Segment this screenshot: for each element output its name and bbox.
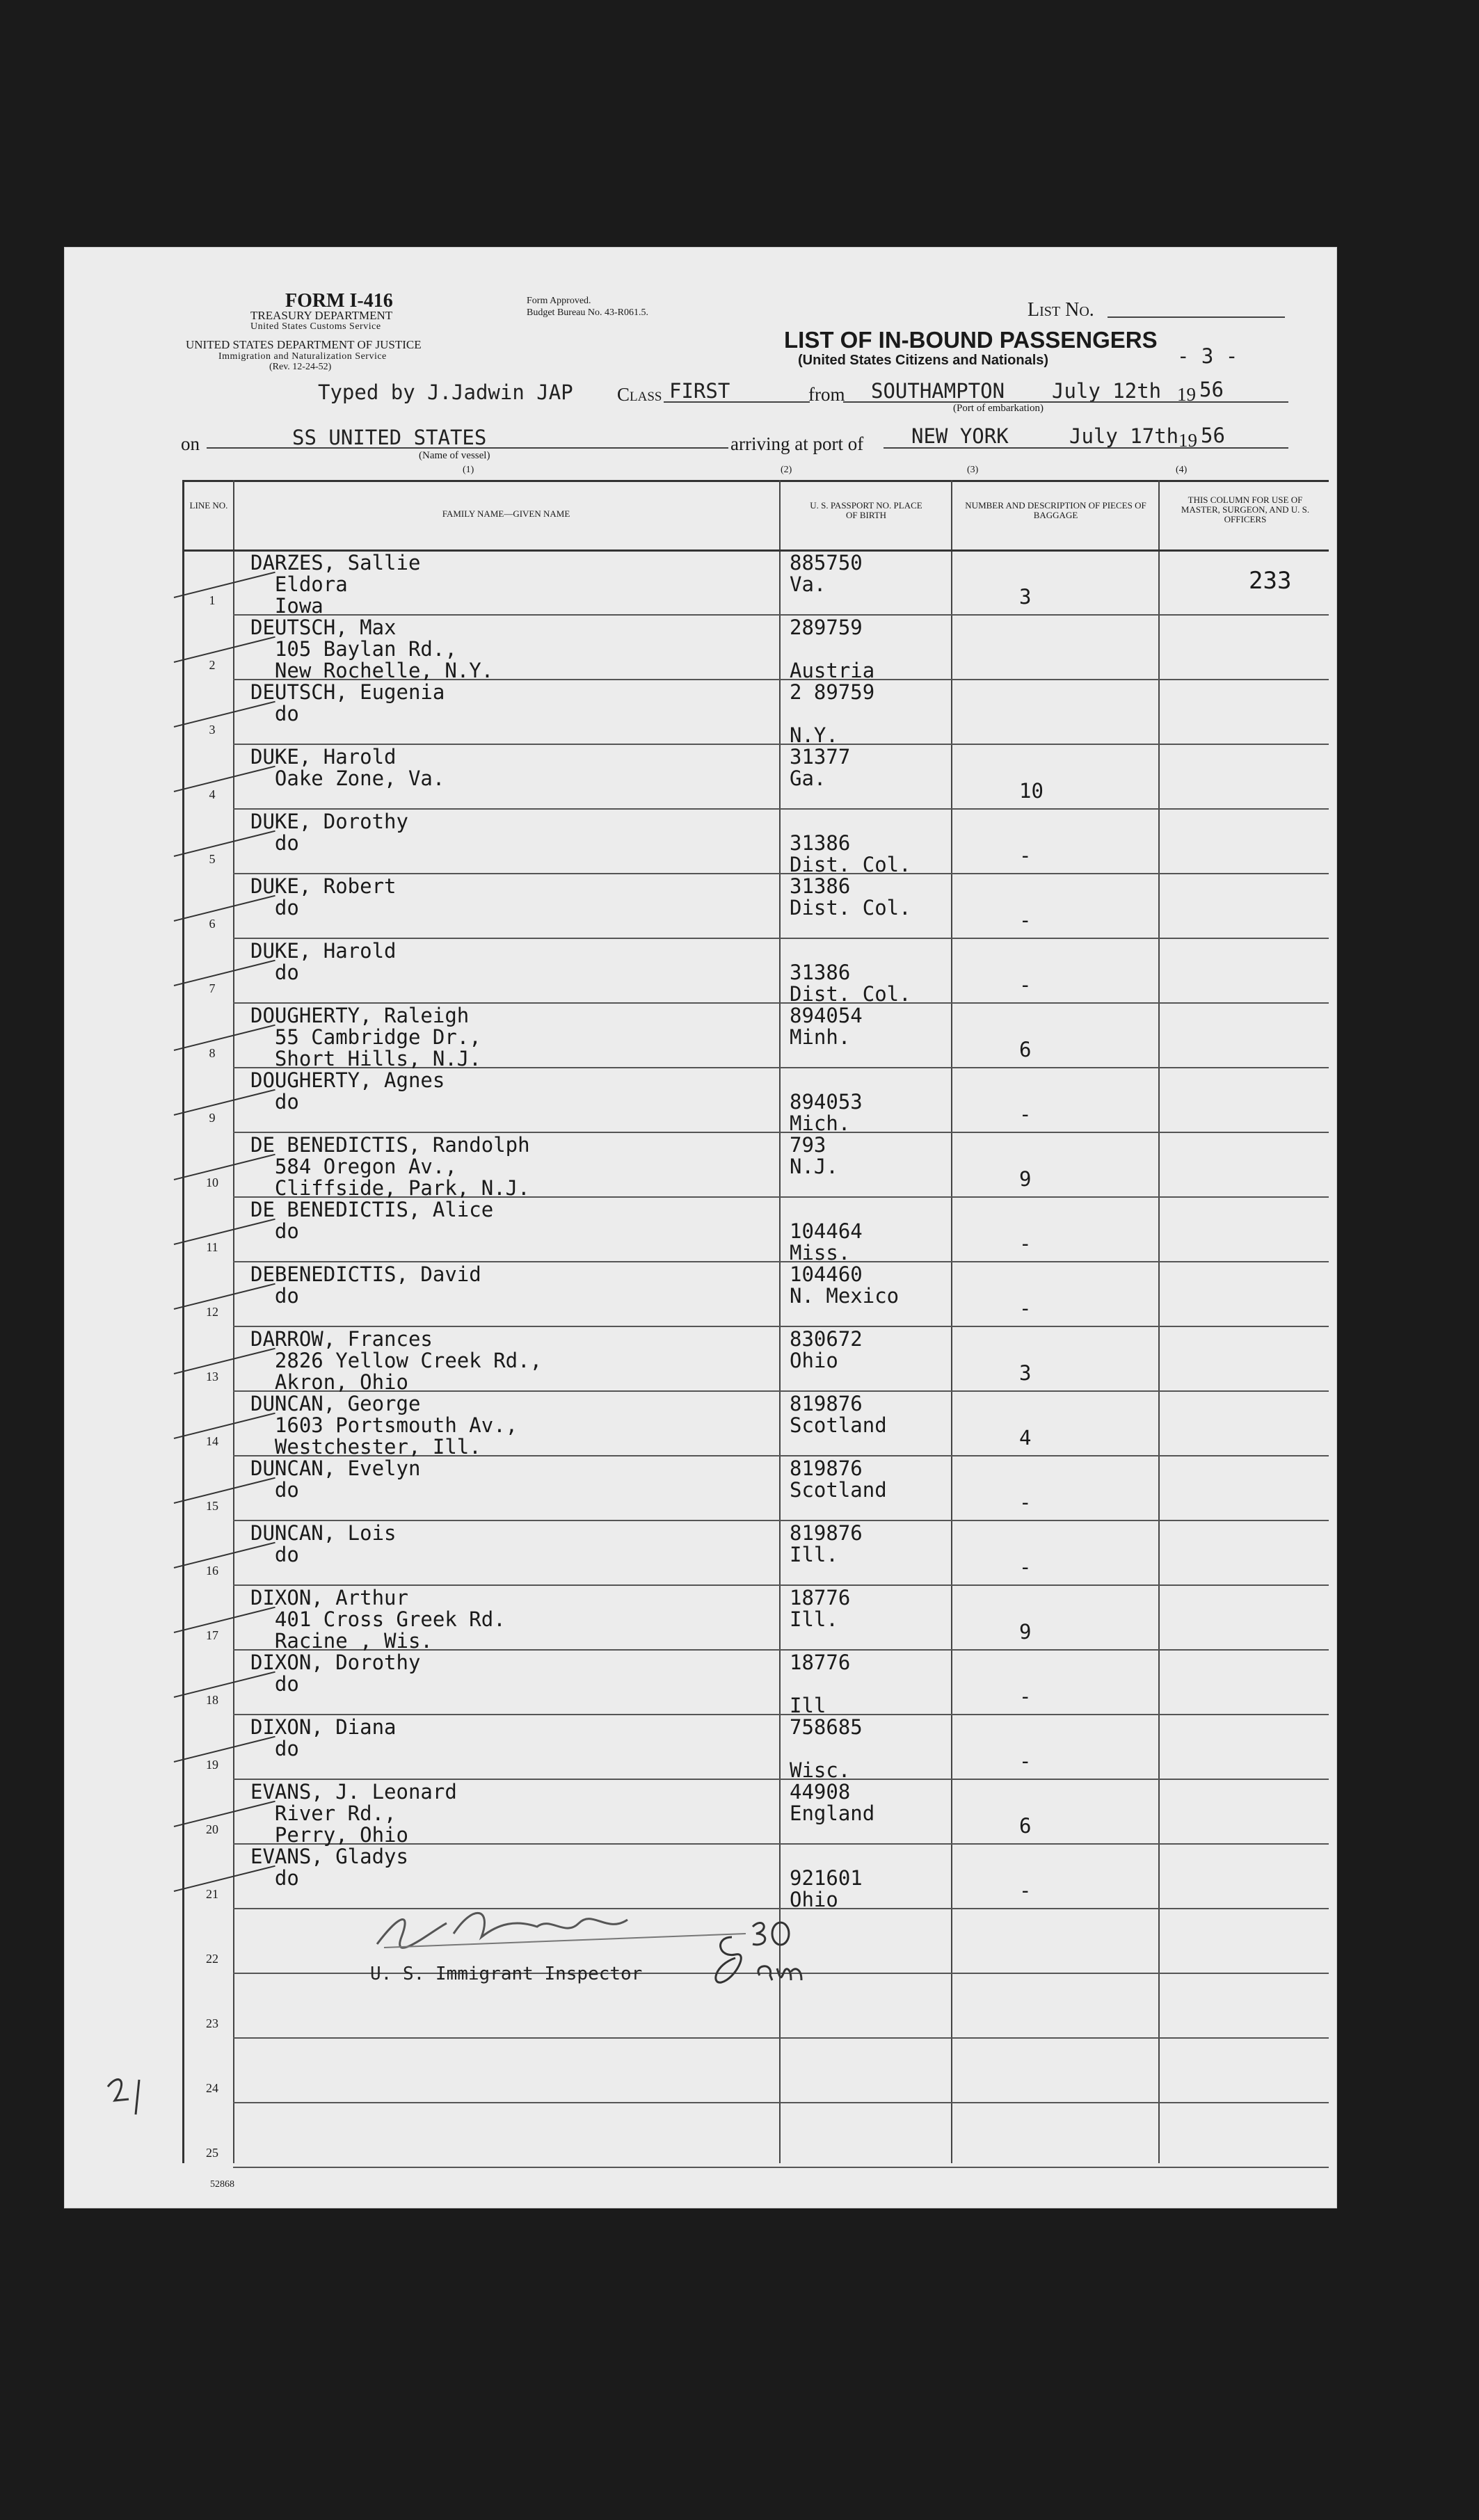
baggage-count: - <box>1019 1749 1032 1773</box>
baggage-count: - <box>1019 1491 1032 1514</box>
footer-code: 52868 <box>210 2179 234 2190</box>
passenger-name: DEUTSCH, Max 105 Baylan Rd., New Rochelle, N.Y. <box>250 616 494 682</box>
line-number: 20 <box>206 1822 218 1836</box>
passenger-name: DUKE, Dorothy do <box>250 810 408 855</box>
passenger-name: DARZES, Sallie Eldora Iowa <box>250 551 421 618</box>
line-number: 9 <box>209 1111 216 1125</box>
budget-bureau: Budget Bureau No. 43-R061.5. <box>527 307 648 318</box>
baggage-count: 3 <box>1019 1361 1032 1385</box>
arrival-port: NEW YORK <box>911 424 1009 448</box>
passport-birthplace: 44908 England <box>790 1780 875 1825</box>
passenger-name: DIXON, Diana do <box>250 1715 397 1760</box>
line-number: 1 <box>209 593 216 607</box>
passport-birthplace: 104460 N. Mexico <box>790 1262 900 1308</box>
ins-service: Immigration and Naturalization Service <box>218 351 387 362</box>
officer-note: 233 <box>1249 567 1292 595</box>
line-number: 17 <box>206 1628 218 1642</box>
passport-birthplace: 31386 Dist. Col. <box>790 961 911 1006</box>
port-embarkation-label: (Port of embarkation) <box>953 403 1044 414</box>
baggage-count: - <box>1019 1879 1032 1902</box>
line-number: 3 <box>209 723 216 737</box>
passenger-name: DOUGHERTY, Raleigh 55 Cambridge Dr., Short Hills, N.J. <box>250 1004 481 1070</box>
from-port: SOUTHAMPTON <box>871 379 1005 403</box>
on-label: on <box>181 433 200 454</box>
passenger-name: DE BENEDICTIS, Alice do <box>250 1198 494 1243</box>
passenger-name: DEUTSCH, Eugenia do <box>250 680 445 725</box>
passenger-name: DUKE, Harold do <box>250 939 397 984</box>
header-officers: THIS COLUMN FOR USE OF MASTER, SURGEON, AND U. S. OFFICERS <box>1181 495 1310 524</box>
baggage-count: - <box>1019 1555 1032 1579</box>
passenger-name: DUNCAN, Evelyn do <box>250 1456 421 1502</box>
passport-birthplace: 793 N.J. <box>790 1133 838 1178</box>
form-subtitle: (United States Citizens and Nationals) <box>798 353 1049 368</box>
baggage-count: - <box>1019 973 1032 997</box>
baggage-count: 3 <box>1019 585 1032 609</box>
passport-birthplace: 2 89759 N.Y. <box>790 680 875 747</box>
line-number: 21 <box>206 1887 218 1901</box>
passport-birthplace: 31386 Dist. Col. <box>790 831 911 876</box>
col3-number: (3) <box>967 465 979 475</box>
inspector-title: U. S. Immigrant Inspector <box>370 1964 643 1984</box>
line-number: 22 <box>206 1952 218 1966</box>
baggage-count: 9 <box>1019 1167 1032 1191</box>
passport-birthplace: 31386 Dist. Col. <box>790 874 911 920</box>
department: TREASURY DEPARTMENT <box>250 309 393 322</box>
time-note <box>711 1916 822 1996</box>
form-number: FORM I-416 <box>285 290 393 312</box>
passport-birthplace: 921601 Ohio <box>790 1866 863 1911</box>
from-label: from <box>808 384 845 405</box>
passport-birthplace: 18776 Ill <box>790 1651 851 1717</box>
baggage-count: - <box>1019 1232 1032 1255</box>
passenger-name: DUNCAN, George 1603 Portsmouth Av., Westchester, Ill. <box>250 1392 518 1459</box>
baggage-count: 10 <box>1019 779 1044 803</box>
passenger-name: DUKE, Robert do <box>250 874 397 920</box>
line-number: 8 <box>209 1046 216 1060</box>
passenger-name: EVANS, J. Leonard River Rd., Perry, Ohio <box>250 1780 457 1847</box>
passenger-name: DEBENEDICTIS, David do <box>250 1262 481 1308</box>
passport-birthplace: 819876 Ill. <box>790 1521 863 1566</box>
col2-number: (2) <box>781 465 792 475</box>
margin-note <box>104 2073 160 2124</box>
header-baggage: NUMBER AND DESCRIPTION OF PIECES OF BAGGAGE <box>965 500 1146 520</box>
passport-birthplace: 819876 Scotland <box>790 1456 887 1502</box>
revision: (Rev. 12-24-52) <box>269 362 332 372</box>
header-passport: U. S. PASSPORT NO. PLACE OF BIRTH <box>810 500 922 520</box>
line-number: 19 <box>206 1758 218 1772</box>
arriving-label: arriving at port of <box>730 433 864 454</box>
baggage-count: - <box>1019 844 1032 867</box>
inspector-signature <box>370 1895 760 1961</box>
passenger-name: DOUGHERTY, Agnes do <box>250 1068 445 1114</box>
line-number: 2 <box>209 658 216 672</box>
arrival-year: 56 <box>1201 424 1225 447</box>
passenger-name: DUKE, Harold Oake Zone, Va. <box>250 745 445 790</box>
page-number: - 3 - <box>1177 344 1238 368</box>
line-number: 12 <box>206 1305 218 1319</box>
customs-service: United States Customs Service <box>250 321 381 332</box>
typed-by: Typed by J.Jadwin JAP <box>318 380 573 404</box>
passport-birthplace: 819876 Scotland <box>790 1392 887 1437</box>
passenger-name: DARROW, Frances 2826 Yellow Creek Rd., Akron, Ohio <box>250 1327 543 1394</box>
passport-birthplace: 289759 Austria <box>790 616 875 682</box>
line-number: 10 <box>206 1175 218 1189</box>
line-number: 15 <box>206 1499 218 1513</box>
line-number: 11 <box>206 1240 218 1254</box>
line-number: 14 <box>206 1434 218 1448</box>
passenger-list-form <box>64 247 1337 2208</box>
passenger-name: DIXON, Dorothy do <box>250 1651 421 1696</box>
header-name: FAMILY NAME—GIVEN NAME <box>442 508 570 519</box>
passenger-name: DE BENEDICTIS, Randolph 584 Oregon Av., Cliffside, Park, N.J. <box>250 1133 530 1200</box>
baggage-count: 9 <box>1019 1620 1032 1644</box>
line-number: 18 <box>206 1693 218 1707</box>
passport-birthplace: 104464 Miss. <box>790 1219 863 1265</box>
vessel-name: SS UNITED STATES <box>292 426 487 449</box>
passport-birthplace: 894054 Minh. <box>790 1004 863 1049</box>
form-approved: Form Approved. <box>527 296 591 306</box>
list-no-label: List No. <box>1028 299 1094 321</box>
col4-number: (4) <box>1176 465 1188 475</box>
passport-birthplace: 18776 Ill. <box>790 1586 851 1631</box>
passport-birthplace: 894053 Mich. <box>790 1090 863 1135</box>
header-line-no: LINE NO. <box>189 500 228 511</box>
line-number: 6 <box>209 917 216 931</box>
col1-number: (1) <box>463 465 474 475</box>
baggage-count: 4 <box>1019 1426 1032 1450</box>
form-title: LIST OF IN-BOUND PASSENGERS <box>784 327 1158 353</box>
passport-birthplace: 885750 Va. <box>790 551 863 596</box>
baggage-count: - <box>1019 908 1032 932</box>
line-number: 13 <box>206 1370 218 1383</box>
passenger-name: DUNCAN, Lois do <box>250 1521 397 1566</box>
arrival-year-prefix: 19 <box>1178 430 1197 451</box>
departure-date: July 12th <box>1052 379 1162 403</box>
class-value: FIRST <box>669 379 730 403</box>
passport-birthplace: 31377 Ga. <box>790 745 851 790</box>
line-number: 16 <box>206 1564 218 1578</box>
baggage-count: 6 <box>1019 1038 1032 1061</box>
passenger-name: EVANS, Gladys do <box>250 1845 408 1890</box>
arrival-date: July 17th <box>1069 424 1179 448</box>
justice-department: UNITED STATES DEPARTMENT OF JUSTICE <box>186 338 422 351</box>
line-number: 24 <box>206 2081 218 2095</box>
line-number: 5 <box>209 852 216 866</box>
passport-birthplace: 758685 Wisc. <box>790 1715 863 1782</box>
baggage-count: - <box>1019 1102 1032 1126</box>
departure-year-prefix: 19 <box>1177 384 1196 405</box>
line-number: 7 <box>209 981 216 995</box>
departure-year: 56 <box>1199 378 1224 401</box>
line-number: 23 <box>206 2016 218 2030</box>
class-label: Class <box>617 384 662 405</box>
line-number: 4 <box>209 787 216 801</box>
passport-birthplace: 830672 Ohio <box>790 1327 863 1372</box>
vessel-label: (Name of vessel) <box>419 450 490 461</box>
passenger-name: DIXON, Arthur 401 Cross Greek Rd. Racine , Wis. <box>250 1586 506 1653</box>
baggage-count: - <box>1019 1685 1032 1708</box>
baggage-count: - <box>1019 1297 1032 1320</box>
line-number: 25 <box>206 2146 218 2160</box>
baggage-count: 6 <box>1019 1814 1032 1838</box>
